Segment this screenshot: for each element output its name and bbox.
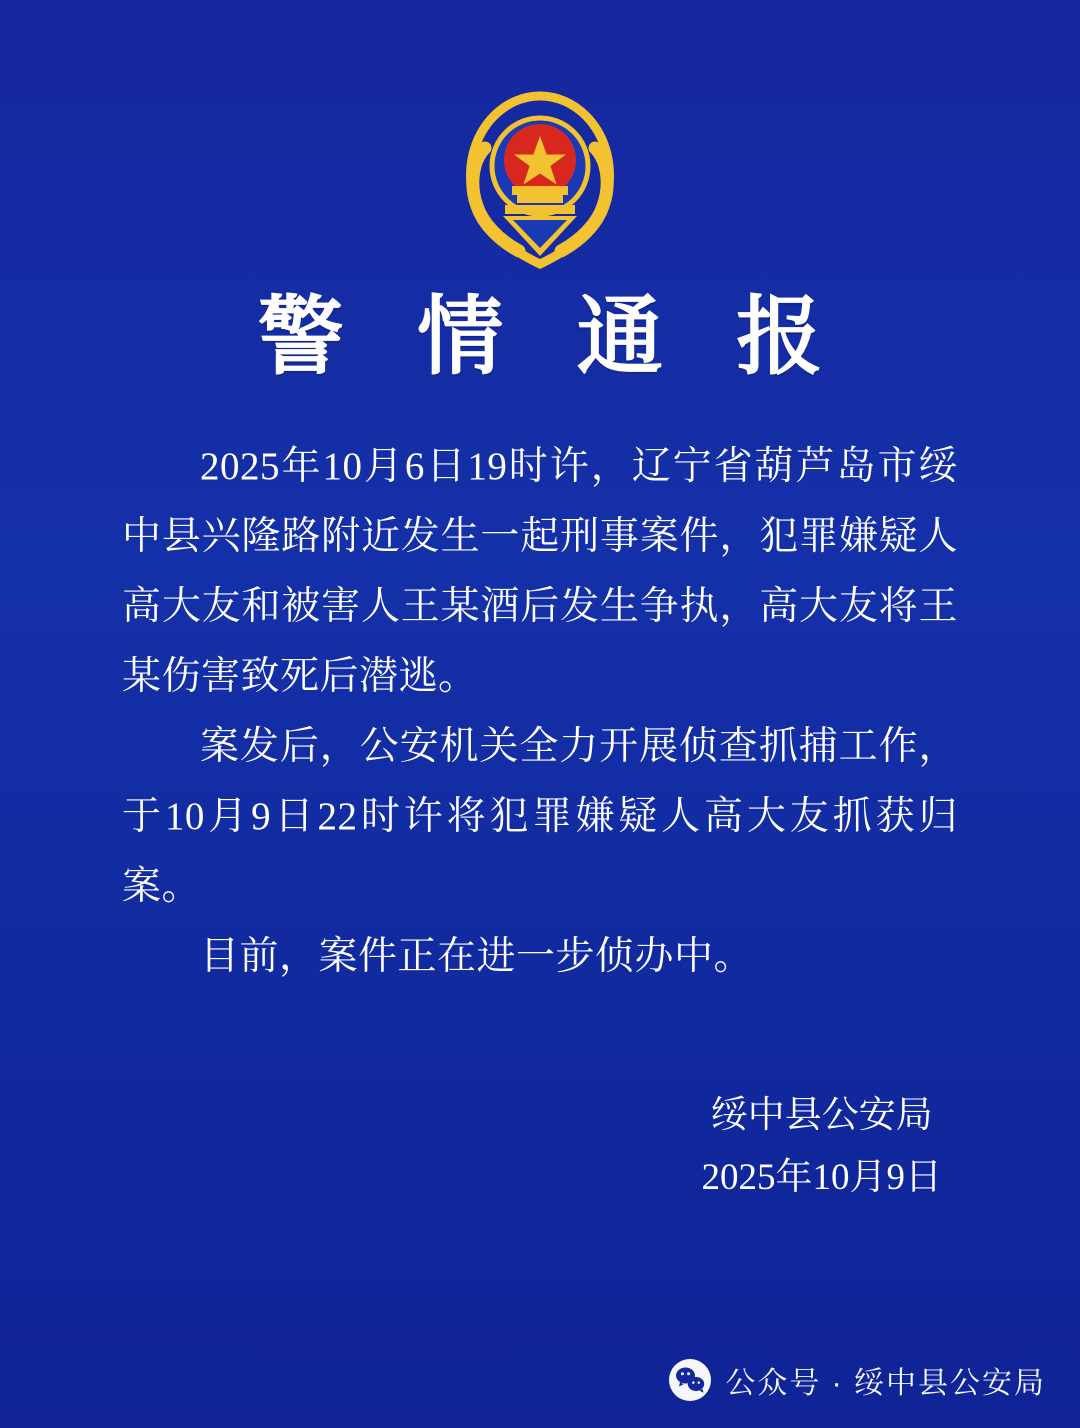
emblem-container — [0, 88, 1080, 273]
page-title: 警 情 通 报 — [257, 289, 849, 385]
police-emblem-icon — [445, 88, 635, 273]
footer-label: 公众号 · 绥中县公安局 — [725, 1367, 1046, 1400]
notice-body — [122, 432, 958, 992]
wechat-icon — [669, 1359, 711, 1401]
signature-organization: 绥中县公安局 — [710, 1095, 933, 1136]
notice-paragraph-3: 目前，案件正在进一步侦办中。 — [200, 935, 754, 978]
signature-date: 2025年10月9日 — [701, 1157, 942, 1198]
signature-block — [702, 1085, 943, 1209]
notice-paragraph-1: 2025年10月6日19时许，辽宁省葫芦岛市绥中县兴隆路附近发生一起刑事案件，犯罪嫌疑人高大友和被害人王某酒后发生争执，高大友将王某伤害致死后潜逃。 — [122, 445, 958, 698]
notice-paragraph-2: 案发后，公安机关全力开展侦查抓捕工作，于10月9日22时许将犯罪嫌疑人高大友抓获归案。 — [122, 725, 958, 908]
footer-watermark — [669, 1358, 1046, 1402]
